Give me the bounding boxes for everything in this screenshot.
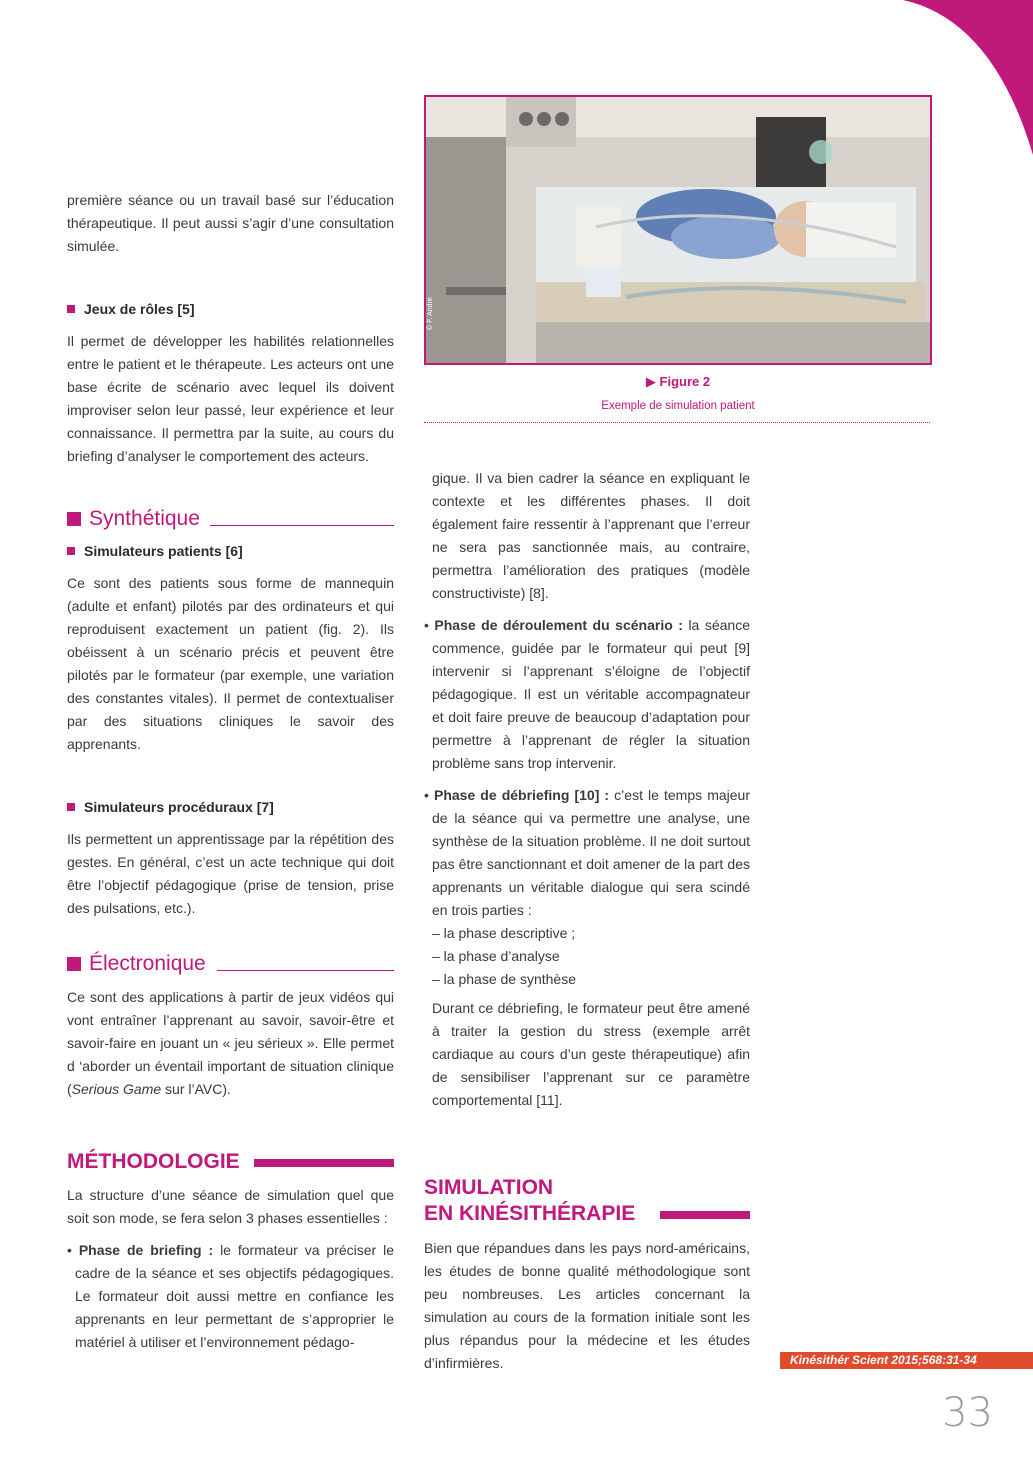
dash-item-descriptive: – la phase descriptive ;	[432, 925, 576, 941]
section-simulation-kine: SIMULATION EN KINÉSITHÉRAPIE	[424, 1175, 750, 1227]
simulation-kine-paragraph: Bien que répandues dans les pays nord-américains, les études de bonne qualité méthodologique sont peu nombreuses. Les articles concernant la simulation au cours de la formation initiale sont les plus répandus pour la médecine et les études d’infirmières.	[424, 1240, 750, 1371]
dash-item-synthese: – la phase de synthèse	[432, 971, 576, 987]
figure-caption: Exemple de simulation patient	[601, 400, 755, 412]
briefing-continuation: gique. Il va bien cadrer la séance en expliquant le contexte et les différentes phases. Il doit également faire ressentir à l’apprenant que l’erreur ne sera pas sanctionnée mais, au contraire, permettra l’amélioration des pratiques (modèle constructiviste) [8].	[432, 470, 750, 601]
bullet-square-icon	[67, 305, 75, 313]
deroulement-bullet: • Phase de déroulement du scénario : la séance commence, guidée par le formateur qui peut [9] intervenir si l’apprenant s’éloigne de l’objectif pédagogique. Il est un véritable accompagnateur et doit faire preuve de beaucoup d’adaptation pour permettre à l’apprenant de régler la situation problème sans trop intervenir.	[424, 617, 750, 771]
subheading-jeux-de-roles: Jeux de rôles [5]	[67, 298, 394, 321]
journal-reference: Kinésithér Scient 2015;568:31-34	[780, 1352, 1033, 1369]
section-synthetique: Synthétique	[67, 506, 394, 532]
heading-rule	[217, 970, 394, 972]
column-right	[424, 467, 750, 1112]
heading-bar	[660, 1211, 750, 1219]
page-number: 33	[942, 1390, 993, 1436]
bullet-square-icon	[67, 547, 75, 555]
bullet-square-icon	[67, 803, 75, 811]
subheading-simulateurs-patients: Simulateurs patients [6]	[67, 540, 394, 563]
electronique-paragraph: Ce sont des applications à partir de jeux vidéos qui vont entraîner l’apprenant au savoir, savoir-être et savoir-faire en jouant un « jeu sérieux ». Elle permet d ‘aborder un éventail important de situation clinique (Serious Game sur l’AVC).	[67, 989, 394, 1097]
dash-item-analyse: – la phase d’analyse	[432, 948, 560, 964]
figure-photo	[424, 95, 932, 365]
durant-paragraph: Durant ce débriefing, le formateur peut être amené à traiter la gestion du stress (exemple arrêt cardiaque au cours d’un geste thérapeutique) afin de sensibiliser l’apprenant sur ce paramètre comportemental [11].	[432, 1000, 750, 1108]
heading-square-icon	[67, 512, 81, 526]
heading-square-icon	[67, 957, 81, 971]
column-left	[67, 189, 394, 1354]
heading-bar	[254, 1159, 394, 1167]
figure-label: ▶ Figure 2	[645, 374, 711, 389]
simulation-patient-photo	[426, 97, 930, 363]
column-right-bottom	[424, 1175, 750, 1375]
figure-divider	[424, 422, 930, 423]
section-methodologie: MÉTHODOLOGIE	[67, 1149, 394, 1175]
heading-rule	[210, 525, 394, 527]
play-arrow-icon: ▶	[645, 374, 660, 389]
briefing-bullet: • Phase de briefing : le formateur va préciser le cadre de la séance et ses objectifs pédagogiques. Le formateur doit aussi mettre en confiance les apprenants en leur permettant de s’approprier le matériel à utiliser et l’environnement pédago-	[67, 1242, 395, 1350]
photo-credit: © F. André	[427, 297, 434, 330]
simulateurs-patients-paragraph: Ce sont des patients sous forme de mannequin (adulte et enfant) pilotés par des ordinateurs et qui reproduisent exactement un patient (fig. 2). Ils obéissent à un scénario précis et peuvent être pilotés par le formateur (par exemple, une variation des constantes vitales). Il permet de contextualiser par des situations cliniques le savoir des apprenants.	[67, 575, 394, 752]
methodologie-paragraph: La structure d’une séance de simulation quel que soit son mode, se fera selon 3 phases essentielles :	[67, 1187, 394, 1226]
intro-paragraph: première séance ou un travail basé sur l’éducation thérapeutique. Il peut aussi s’agir d’une consultation simulée.	[67, 192, 394, 254]
jeux-paragraph: Il permet de développer les habilités relationnelles entre le patient et le thérapeute. Les acteurs ont une base écrite de scénario avec lequel ils doivent improviser selon leur passé, leur expérience et leur connaissance. Il permettra par la suite, au cours du briefing d’analyser le comportement des acteurs.	[67, 333, 394, 464]
section-electronique: Électronique	[67, 951, 394, 977]
simulateurs-proceduraux-paragraph: Ils permettent un apprentissage par la répétition des gestes. En général, c’est un acte technique qui doit être l’objectif pédagogique (prise de tension, prise des pulsations, etc.).	[67, 831, 394, 916]
subheading-simulateurs-proceduraux: Simulateurs procéduraux [7]	[67, 796, 394, 819]
debriefing-bullet: • Phase de débriefing [10] : c’est le temps majeur de la séance qui va permettre une analyse, une synthèse de la situation problème. Il ne doit surtout pas être sanctionnant et doit amener de la part des apprenants un véritable dialogue qui sera scindé en trois parties :	[424, 787, 750, 918]
